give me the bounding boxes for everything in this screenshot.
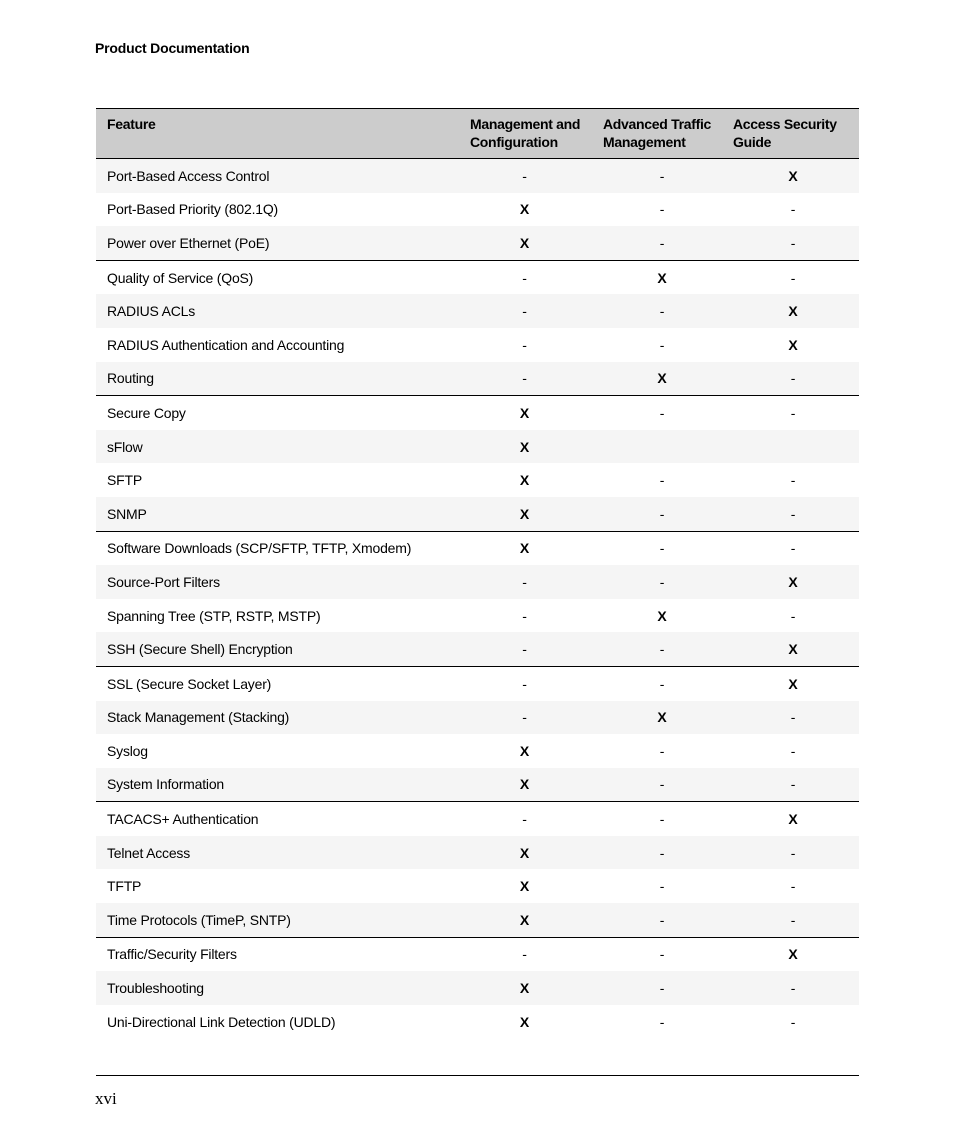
atm-cell: X — [657, 370, 667, 387]
asg-cell: X — [727, 802, 859, 836]
atm-cell: - — [659, 980, 665, 997]
table-row — [96, 666, 859, 700]
mgmt-cell: - — [522, 303, 527, 320]
atm-cell — [597, 430, 727, 464]
mgmt-cell: - — [522, 573, 527, 590]
table-row — [96, 531, 859, 565]
atm-cell: - — [659, 844, 665, 861]
feature-name-cell: Power over Ethernet (PoE) — [107, 234, 270, 251]
atm-cell: - — [597, 666, 727, 700]
table-row — [96, 328, 859, 362]
asg-cell: - — [790, 370, 796, 387]
table-row — [96, 294, 859, 328]
feature-name-cell: TFTP — [107, 878, 142, 895]
table-row — [96, 632, 859, 666]
column-header-access-security-guide: Access Security Guide — [727, 109, 859, 159]
table-row — [96, 701, 859, 735]
feature-name-cell: Quality of Service (QoS) — [96, 260, 458, 294]
atm-cell: - — [597, 802, 727, 836]
asg-cell: - — [790, 776, 796, 793]
section-header: Product Documentation — [95, 40, 250, 56]
mgmt-cell: X — [519, 980, 530, 997]
asg-cell: - — [790, 1013, 796, 1030]
column-header-management-and-configuration: Management and Configuration — [458, 109, 597, 159]
feature-name-cell: Troubleshooting — [107, 980, 204, 997]
asg-cell: - — [790, 505, 796, 522]
page-number: xvi — [95, 1089, 117, 1108]
atm-cell: X — [657, 709, 667, 726]
asg-cell: - — [790, 472, 796, 489]
asg-cell: - — [790, 911, 796, 928]
table-row — [96, 430, 859, 464]
column-header-advanced-traffic-management: Advanced Traffic Management — [597, 109, 727, 159]
mgmt-cell: X — [519, 201, 530, 218]
mgmt-cell: X — [519, 776, 530, 793]
feature-name-cell: Source-Port Filters — [107, 573, 220, 590]
mgmt-cell: - — [458, 802, 597, 836]
table-row — [96, 565, 859, 599]
atm-cell: - — [659, 742, 665, 759]
table-row — [96, 836, 859, 870]
mgmt-cell: - — [522, 336, 527, 353]
asg-cell: - — [790, 201, 796, 218]
feature-name-cell: Port-Based Priority (802.1Q) — [107, 201, 279, 218]
table-body — [96, 159, 859, 1039]
atm-cell: - — [659, 234, 665, 251]
asg-cell: - — [790, 980, 796, 997]
feature-name-cell: Routing — [107, 370, 154, 387]
atm-cell: X — [657, 607, 667, 624]
asg-cell: X — [788, 336, 798, 353]
feature-name-cell: SSH (Secure Shell) Encryption — [107, 641, 293, 658]
asg-cell: - — [727, 531, 859, 565]
mgmt-cell: X — [519, 505, 530, 522]
mgmt-cell: - — [522, 641, 527, 658]
mgmt-cell: - — [458, 937, 597, 971]
feature-name-cell: SFTP — [107, 472, 142, 489]
mgmt-cell: X — [519, 234, 530, 251]
table-row — [96, 463, 859, 497]
asg-cell: X — [788, 303, 798, 320]
atm-cell: - — [659, 201, 665, 218]
feature-name-cell: Stack Management (Stacking) — [107, 709, 290, 726]
atm-cell: - — [597, 937, 727, 971]
table-header-row — [96, 109, 859, 159]
asg-cell: - — [790, 607, 796, 624]
atm-cell: - — [659, 1013, 665, 1030]
feature-name-cell: Port-Based Access Control — [107, 167, 270, 184]
table-row — [96, 971, 859, 1005]
feature-name-cell: sFlow — [107, 438, 143, 455]
asg-cell — [727, 430, 859, 464]
asg-cell: - — [790, 709, 796, 726]
mgmt-cell: X — [519, 438, 530, 455]
atm-cell: - — [597, 396, 727, 430]
feature-name-cell: Secure Copy — [96, 396, 458, 430]
table-row — [96, 159, 859, 193]
mgmt-cell: X — [519, 1013, 530, 1030]
asg-cell: - — [790, 878, 796, 895]
atm-cell: - — [659, 167, 665, 184]
atm-cell: - — [659, 911, 665, 928]
feature-name-cell: RADIUS Authentication and Accounting — [107, 336, 345, 353]
mgmt-cell: X — [458, 531, 597, 565]
footer-rule — [96, 1075, 859, 1076]
feature-name-cell: Software Downloads (SCP/SFTP, TFTP, Xmodem) — [96, 531, 458, 565]
mgmt-cell: X — [519, 911, 530, 928]
mgmt-cell: - — [522, 167, 527, 184]
atm-cell: - — [659, 336, 665, 353]
table-row — [96, 260, 859, 294]
mgmt-cell: X — [519, 742, 530, 759]
mgmt-cell: - — [522, 607, 527, 624]
atm-cell: - — [659, 505, 665, 522]
asg-cell: X — [788, 167, 798, 184]
atm-cell: - — [659, 303, 665, 320]
atm-cell: - — [659, 573, 665, 590]
feature-name-cell: RADIUS ACLs — [107, 303, 196, 320]
table-row — [96, 193, 859, 227]
table-row — [96, 903, 859, 937]
asg-cell: X — [727, 937, 859, 971]
feature-name-cell: Syslog — [107, 742, 148, 759]
feature-name-cell: Traffic/Security Filters — [96, 937, 458, 971]
asg-cell: - — [790, 234, 796, 251]
asg-cell: - — [790, 742, 796, 759]
column-header-feature: Feature — [96, 109, 458, 159]
table-row — [96, 802, 859, 836]
feature-name-cell: SNMP — [107, 505, 147, 522]
feature-name-cell: SSL (Secure Socket Layer) — [96, 666, 458, 700]
table-row — [96, 734, 859, 768]
mgmt-cell: - — [458, 260, 597, 294]
feature-table — [96, 108, 859, 1038]
table-row — [96, 226, 859, 260]
table-row — [96, 396, 859, 430]
table-row — [96, 497, 859, 531]
table-row — [96, 869, 859, 903]
table-row — [96, 599, 859, 633]
atm-cell: - — [659, 878, 665, 895]
feature-name-cell: System Information — [107, 776, 224, 793]
table-row — [96, 362, 859, 396]
asg-cell: X — [727, 666, 859, 700]
mgmt-cell: - — [458, 666, 597, 700]
table-row — [96, 1005, 859, 1039]
mgmt-cell: - — [522, 709, 527, 726]
asg-cell: X — [788, 641, 798, 658]
atm-cell: - — [659, 472, 665, 489]
table-row — [96, 937, 859, 971]
asg-cell: - — [790, 844, 796, 861]
mgmt-cell: - — [522, 370, 527, 387]
atm-cell: X — [597, 260, 727, 294]
asg-cell: X — [788, 573, 798, 590]
feature-name-cell: TACACS+ Authentication — [96, 802, 458, 836]
feature-name-cell: Spanning Tree (STP, RSTP, MSTP) — [107, 607, 321, 624]
asg-cell: - — [727, 396, 859, 430]
feature-name-cell: Telnet Access — [107, 844, 190, 861]
atm-cell: - — [659, 641, 665, 658]
mgmt-cell: X — [519, 844, 530, 861]
feature-name-cell: Time Protocols (TimeP, SNTP) — [107, 911, 291, 928]
mgmt-cell: X — [458, 396, 597, 430]
atm-cell: - — [597, 531, 727, 565]
feature-name-cell: Uni-Directional Link Detection (UDLD) — [107, 1013, 336, 1030]
atm-cell: - — [659, 776, 665, 793]
table-row — [96, 768, 859, 802]
mgmt-cell: X — [519, 878, 530, 895]
asg-cell: - — [727, 260, 859, 294]
mgmt-cell: X — [519, 472, 530, 489]
